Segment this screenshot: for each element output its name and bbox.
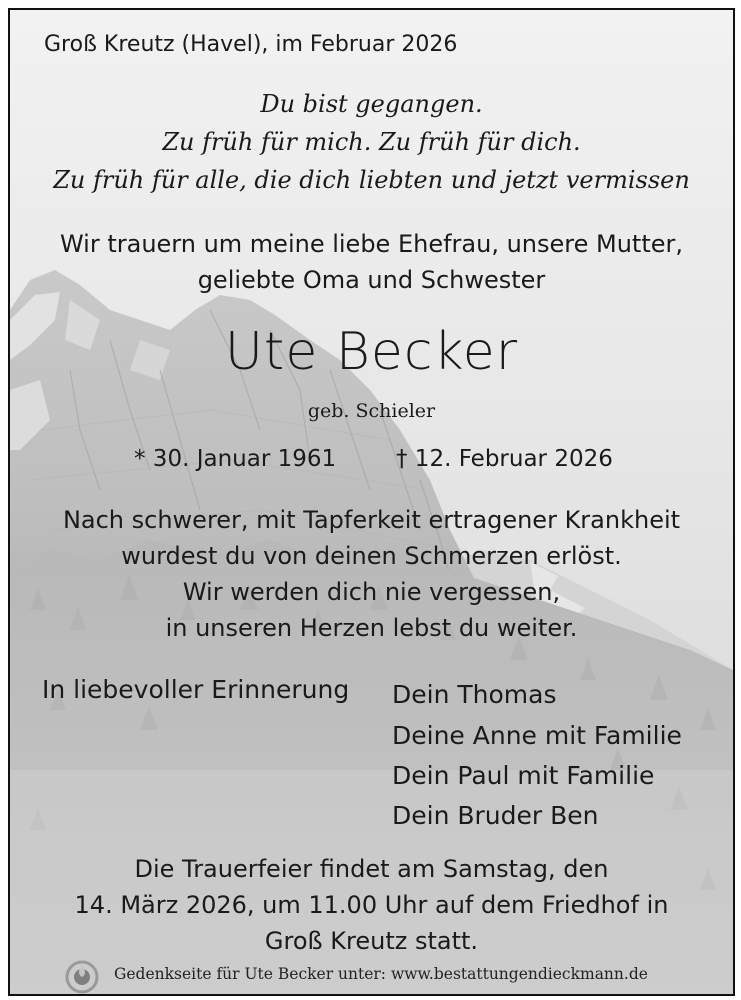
maiden-name: geb. Schieler (307, 400, 436, 422)
memory-label: In liebevoller Erinnerung (42, 675, 350, 704)
memorial-candle-icon (64, 959, 100, 995)
funeral-line-3: Groß Kreutz statt. (264, 927, 479, 955)
signature-3: Dein Paul mit Familie (392, 761, 655, 790)
deceased-name: Ute Becker (224, 322, 519, 382)
funeral-line-2: 14. März 2026, um 11.00 Uhr auf dem Friedhof in (74, 891, 669, 919)
memorial-page-link[interactable]: Gedenkseite für Ute Becker unter: www.bestattungendieckmann.de (114, 965, 648, 983)
signature-1: Dein Thomas (392, 680, 557, 709)
funeral-line-1: Die Trauerfeier findet am Samstag, den (134, 855, 609, 883)
mountain-background (10, 10, 733, 994)
obituary-card (8, 8, 735, 996)
text-line-3: Wir werden dich nie vergessen, (182, 578, 561, 606)
signature-2: Deine Anne mit Familie (392, 721, 682, 750)
text-line-4: in unseren Herzen lebst du weiter. (165, 614, 578, 642)
intro-line-2: geliebte Oma und Schwester (197, 266, 546, 294)
verse-line-2: Zu früh für mich. Zu früh für dich. (162, 128, 581, 156)
text-line-1: Nach schwerer, mit Tapferkeit ertragener Krankheit (62, 506, 681, 534)
death-date: † 12. Februar 2026 (396, 446, 613, 472)
verse-line-1: Du bist gegangen. (260, 90, 483, 118)
birth-date: * 30. Januar 1961 (134, 446, 337, 472)
intro-line-1: Wir trauern um meine liebe Ehefrau, unsere Mutter, (59, 230, 684, 258)
text-line-2: wurdest du von deinen Schmerzen erlöst. (121, 542, 622, 570)
place-date: Groß Kreutz (Havel), im Februar 2026 (44, 32, 458, 57)
verse-line-3: Zu früh für alle, die dich liebten und jetzt vermissen (53, 166, 690, 194)
signature-4: Dein Bruder Ben (392, 801, 599, 830)
